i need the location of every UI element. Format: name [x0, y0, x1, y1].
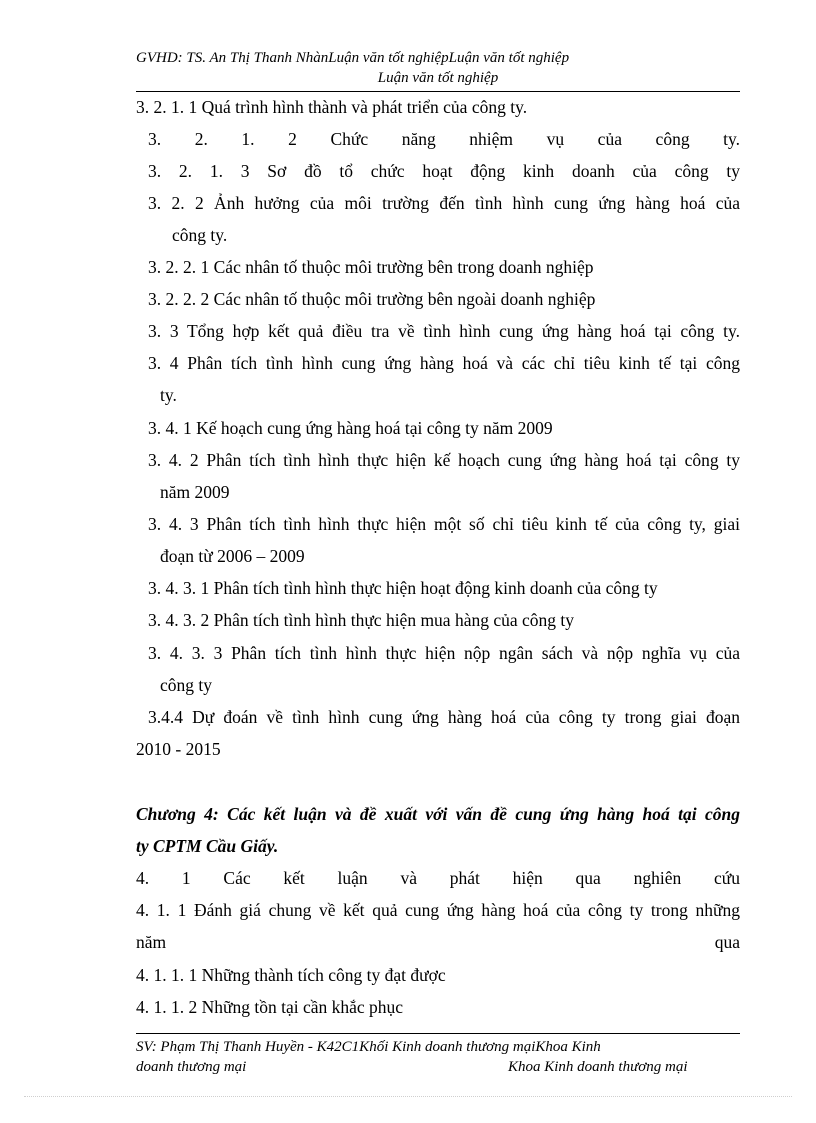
toc-line: 3. 3 Tổng hợp kết quả điều tra về tình hình cung ứng hàng hoá tại công ty.: [148, 321, 740, 341]
toc-line: 3. 4. 3. 2 Phân tích tình hình thực hiện mua hàng của công ty: [148, 610, 575, 630]
toc-line: năm qua: [136, 932, 740, 952]
toc-line: 3. 2. 2. 1 Các nhân tố thuộc môi trường bên trong doanh nghiệp: [148, 257, 594, 277]
toc-line: 3. 2. 1. 2 Chức năng nhiệm vụ của công ty.: [148, 129, 740, 149]
toc-line: 3. 4. 1 Kế hoạch cung ứng hàng hoá tại công ty năm 2009: [148, 418, 553, 438]
toc-line: 3. 2. 1. 1 Quá trình hình thành và phát triển của công ty.: [136, 97, 528, 117]
toc-line: năm 2009: [160, 482, 230, 502]
toc-line: đoạn từ 2006 – 2009: [160, 546, 305, 566]
toc-line: 3. 2. 2. 2 Các nhân tố thuộc môi trường bên ngoài doanh nghiệp: [148, 289, 596, 309]
toc-line: 4. 1 Các kết luận và phát hiện qua nghiên cứu: [136, 868, 740, 888]
toc-line: 4. 1. 1 Đánh giá chung về kết quả cung ứng hàng hoá của công ty trong những: [136, 900, 740, 920]
footer-line-2: [136, 1057, 740, 1077]
chapter-heading-cont: ty CPTM Cầu Giấy.: [136, 836, 279, 856]
page-edge-divider: [24, 1096, 792, 1097]
toc-line: 3. 4 Phân tích tình hình cung ứng hàng hoá và các chỉ tiêu kinh tế tại công: [148, 353, 740, 373]
toc-line: công ty: [160, 675, 213, 695]
toc-line: 3. 2. 1. 3 Sơ đồ tổ chức hoạt động kinh doanh của công ty: [148, 161, 740, 181]
page-footer: [136, 1037, 740, 1077]
toc-line: công ty.: [172, 225, 228, 245]
toc-line: 4. 1. 1. 2 Những tồn tại cần khắc phục: [136, 997, 404, 1017]
toc-line: 3. 4. 3. 1 Phân tích tình hình thực hiện hoạt động kinh doanh của công ty: [148, 578, 658, 598]
toc-line: 3. 2. 2 Ảnh hưởng của môi trường đến tình hình cung ứng hàng hoá của: [148, 193, 740, 213]
toc-line: 3.4.4 Dự đoán về tình hình cung ứng hàng hoá của công ty trong giai đoạn: [148, 707, 740, 727]
toc-line: ty.: [160, 385, 177, 405]
toc-line: 3. 4. 3 Phân tích tình hình thực hiện một số chỉ tiêu kinh tế của công ty, giai: [148, 514, 740, 534]
footer-line-1: SV: Phạm Thị Thanh Huyền - K42C1Khối Kinh doanh thương mạiKhoa Kinh: [136, 1039, 601, 1055]
toc-line: 4. 1. 1. 1 Những thành tích công ty đạt được: [136, 965, 446, 985]
toc-line: 3. 4. 3. 3 Phân tích tình hình thực hiện nộp ngân sách và nộp nghĩa vụ của: [148, 643, 740, 663]
footer-left-text: doanh thương mại: [136, 1059, 247, 1075]
header-line-1: GVHD: TS. An Thị Thanh NhànLuận văn tốt nghiệpLuận văn tốt nghiệp: [136, 50, 570, 66]
header-line-2: Luận văn tốt nghiệp: [377, 70, 499, 86]
footer-rule: [136, 1033, 740, 1034]
footer-right-text: Khoa Kinh doanh thương mại: [508, 1059, 688, 1075]
toc-line: 3. 4. 2 Phân tích tình hình thực hiện kế hoạch cung ứng hàng hoá tại công ty: [148, 450, 740, 470]
toc-line: 2010 - 2015: [136, 739, 221, 759]
chapter-heading: Chương 4: Các kết luận và đề xuất với vấn đề cung ứng hàng hoá tại công: [136, 804, 740, 824]
